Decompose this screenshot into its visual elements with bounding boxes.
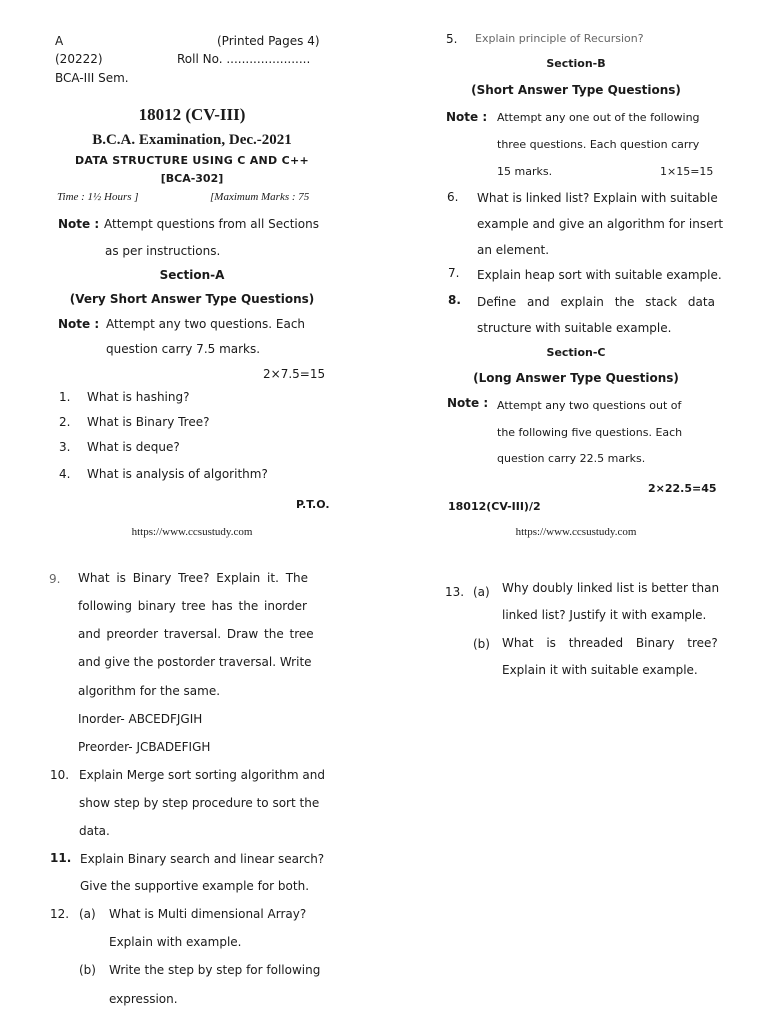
page-reference: 18012(CV-III)/2 [448,500,541,513]
section-b-note-marks: 15 marks. [497,165,553,178]
inorder-traversal: Inorder- ABCEDFJGIH [78,712,203,726]
question-number: 3. [59,440,71,454]
question-text: Explain Binary search and linear search? [80,852,325,866]
question-text: What is Binary Tree? Explain it. The [78,571,309,585]
section-a-title: Section-A [159,268,225,282]
question-text-cont: expression. [109,992,178,1006]
paper-id: 18012 (CV-III) [138,105,246,124]
section-b-marks: 1×15=15 [660,165,714,178]
question-text: Define and explain the stack data [477,295,715,309]
note-label: Note : [58,217,100,231]
section-b-subtitle: (Short Answer Type Questions) [471,83,681,97]
question-text: Why doubly linked list is better than [502,581,720,595]
semester: BCA-III Sem. [55,71,129,85]
subject: DATA STRUCTURE USING C AND C++ [74,154,310,167]
section-a-note: Attempt any two questions. Each [106,317,306,331]
page-2 [384,0,768,545]
section-b-note-cont: three questions. Each question carry [497,138,700,151]
question-number: 2. [59,415,71,429]
question-text-cont: linked list? Justify it with example. [502,608,707,622]
roll-number: Roll No. ...................... [177,52,311,66]
question-number: 1. [59,390,71,404]
section-a-marks: 2×7.5=15 [263,367,326,381]
section-c-subtitle: (Long Answer Type Questions) [473,371,679,385]
question-text-cont: and give the postorder traversal. Write [78,655,312,669]
question-text: Explain heap sort with suitable example. [477,268,722,282]
section-c-note-marks: question carry 22.5 marks. [497,452,646,465]
section-c-note-label: Note : [447,396,489,410]
question-text-cont: an element. [477,243,550,257]
subquestion-label: (b) [473,637,490,651]
question-number: 5. [446,32,458,46]
question-text-cont: structure with suitable example. [477,321,672,335]
section-b-note: Attempt any one out of the following [497,111,700,124]
question-text-cont: data. [79,824,110,838]
question-number: 7. [448,266,460,280]
question-text-cont: show step by step procedure to sort the [79,796,320,810]
question-text-cont: algorithm for the same. [78,684,221,698]
page-4 [384,545,768,1024]
section-a-subtitle: (Very Short Answer Type Questions) [69,292,315,306]
question-text: What is hashing? [87,390,190,404]
question-number: 12. [50,907,70,921]
max-marks: [Maximum Marks : 75 [210,191,310,203]
subquestion-label: (a) [473,585,490,599]
section-b-title: Section-B [546,57,606,70]
question-text: What is deque? [87,440,180,454]
subquestion-label: (a) [79,907,96,921]
preorder-traversal: Preorder- JCBADEFIGH [78,740,211,754]
footer-url: https://www.ccsustudy.com [131,526,253,538]
question-number: 4. [59,467,71,481]
general-note-cont: as per instructions. [105,244,221,258]
exam-time: Time : 1½ Hours ] [57,191,139,203]
question-text: What is threaded Binary tree? [502,636,718,650]
question-number: 11. [50,851,72,865]
exam-title: B.C.A. Examination, Dec.-2021 [92,132,292,148]
question-text-cont: following binary tree has the inorder [78,599,307,613]
section-c-marks: 2×22.5=45 [648,482,717,495]
question-number: 10. [50,768,70,782]
question-text: What is linked list? Explain with suitable [477,191,718,205]
question-text: What is analysis of algorithm? [87,467,268,481]
question-text: Explain principle of Recursion? [475,32,644,45]
page-3 [0,545,384,1024]
subquestion-label: (b) [79,963,96,977]
question-text-cont: example and give an algorithm for insert [477,217,724,231]
footer-url: https://www.ccsustudy.com [515,526,637,538]
section-c-note-cont: the following five questions. Each [497,426,683,439]
pto-label: P.T.O. [296,498,330,511]
section-a-note-cont: question carry 7.5 marks. [106,342,261,356]
question-text: Explain Merge sort sorting algorithm and [79,768,325,782]
question-text-cont: Give the supportive example for both. [80,879,310,893]
question-number: 13. [445,585,465,599]
paper-code-small: (20222) [55,52,103,66]
question-text: Write the step by step for following [109,963,321,977]
question-number: 8. [448,293,461,307]
section-b-note-label: Note : [446,110,488,124]
question-text-cont: Explain with example. [109,935,242,949]
printed-pages: (Printed Pages 4) [217,34,320,48]
question-text-cont: and preorder traversal. Draw the tree [78,627,314,641]
question-number: 9. [49,572,61,586]
question-number: 6. [447,190,459,204]
course-code: [BCA-302] [160,172,224,185]
question-text: What is Binary Tree? [87,415,210,429]
general-note: Attempt questions from all Sections [104,217,319,231]
series-letter: A [55,34,64,48]
question-text-cont: Explain it with suitable example. [502,663,698,677]
section-c-note: Attempt any two questions out of [497,399,682,412]
section-c-title: Section-C [546,346,606,359]
section-a-note-label: Note : [58,317,100,331]
question-text: What is Multi dimensional Array? [109,907,307,921]
page-1 [0,0,384,545]
